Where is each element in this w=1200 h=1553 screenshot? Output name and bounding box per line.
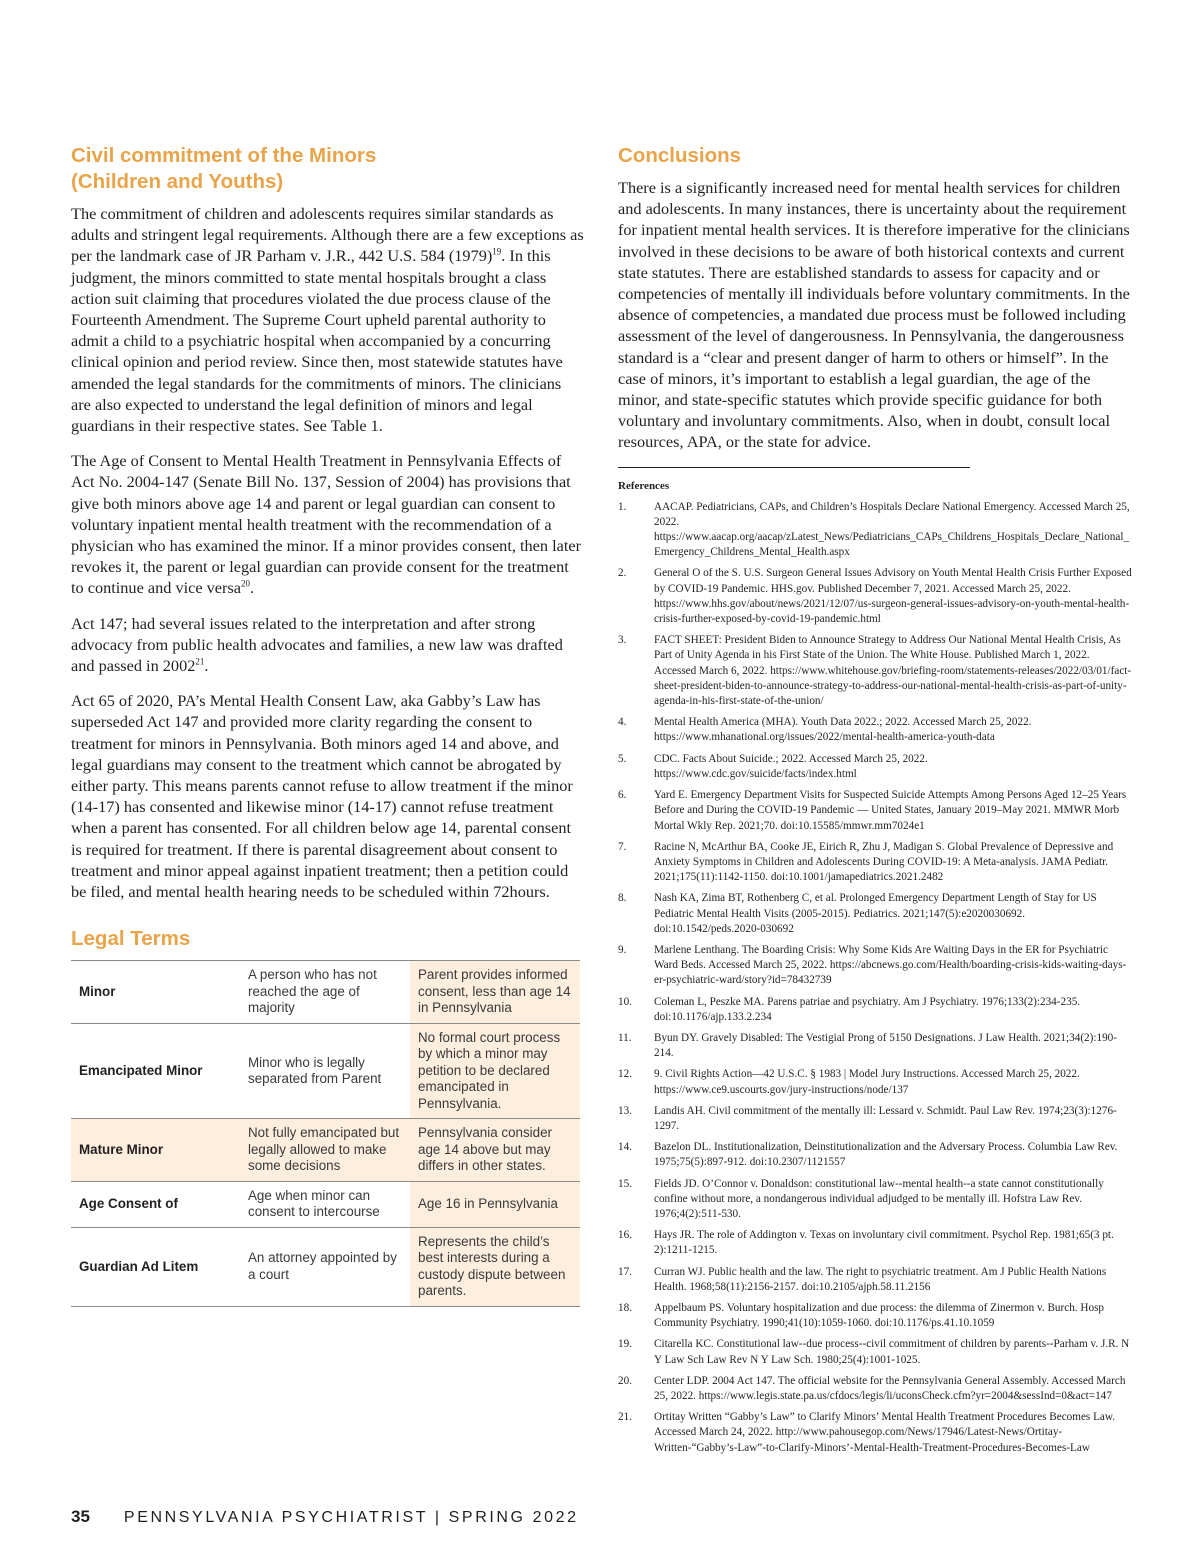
section-heading-civil-commitment: [71, 143, 585, 195]
table-cell-note: No formal court process by which a minor may petition to be declared emancipated in Pennsylvania.: [410, 1023, 580, 1119]
table-cell-note: Pennsylvania consider age 14 above but may differs in other states.: [410, 1119, 580, 1182]
reference-number: 15.: [618, 1177, 632, 1190]
reference-text: Landis AH. Civil commitment of the mentally ill: Lessard v. Schmidt. Paul Law Rev. 1974;23(3):1276-1297.: [654, 1104, 1117, 1132]
list-item: [618, 1140, 1133, 1170]
list-item: [618, 1301, 1133, 1331]
list-item: [618, 840, 1133, 886]
reference-text: General O of the S. U.S. Surgeon General Issues Advisory on Youth Mental Health Crisis Further Exposed by COVID-19 Pandemic. HHS.gov. Published December 7, 2021. Accessed March 25, 2022. https://www.hhs.gov/about/news/2021/12/07/us-surgeon-general-issues-advisory-on-youth-mental-health-crisis-further-exposed-by-covid-19-pandemic.html: [654, 567, 1132, 626]
table-cell-term: Emancipated Minor: [71, 1023, 240, 1119]
reference-number: 11.: [618, 1031, 632, 1044]
heading-line-1: Civil commitment of the Minors: [71, 144, 377, 167]
list-item: [618, 1228, 1133, 1258]
publication-name: PENNSYLVANIA PSYCHIATRIST | SPRING 2022: [123, 1509, 579, 1526]
reference-text: Mental Health America (MHA). Youth Data 2022.; 2022. Accessed March 25, 2022. https://www.mhanational.org/issues/2022/mental-health-america-youth-data: [654, 716, 1032, 744]
footnote-21: 21: [195, 656, 205, 667]
list-item: [618, 1104, 1133, 1134]
reference-number: 6.: [618, 789, 627, 802]
reference-text: Marlene Lenthang. The Boarding Crisis: Why Some Kids Are Waiting Days in the ER for Psychiatric Ward Beds. Accessed March 25, 2022. https://abcnews.go.com/Health/boarding-crisis-kids-waiting-days-er-psychiatric-ward/story?id=78432739: [654, 943, 1127, 987]
table-cell-def: Minor who is legally separated from Parent: [240, 1023, 410, 1119]
legal-terms-table: [71, 960, 580, 1307]
right-column: [618, 143, 1133, 1462]
heading-line-2: (Children and Youths): [71, 170, 284, 193]
reference-text: Nash KA, Zima BT, Rothenberg C, et al. Prolonged Emergency Department Length of Stay for US Pediatric Mental Health Visits (2005-2015). Pediatrics. 2021;147(5):e2020030692. doi:10.1542/peds.2020-030692: [654, 892, 1097, 935]
reference-number: 18.: [618, 1301, 632, 1314]
list-item: [618, 1265, 1133, 1295]
reference-text: Yard E. Emergency Department Visits for Suspected Suicide Attempts Among Persons Aged 12–25 Years Before and During the COVID-19 Pandemic — United States, January 2019–May 2021. MMWR Morb Mortal Wkly Rep. 2021;70. doi:10.15585/mmwr.mm7024e1: [654, 789, 1127, 832]
section-heading-legal-terms: Legal Terms: [71, 927, 191, 951]
footnote-20: 20: [240, 579, 250, 590]
table-cell-term: Mature Minor: [71, 1119, 240, 1182]
list-item: [618, 1067, 1133, 1097]
reference-text: Appelbaum PS. Voluntary hospitalization and due process: the dilemma of Zinermon v. Burch. Hosp Community Psychiatry. 1990;41(10):1059-1060. doi:10.1176/ps.41.10.1059: [654, 1301, 1105, 1330]
paragraph-act-2004: The Age of Consent to Mental Health Treatment in Pennsylvania Effects of Act No. 2004-147 (Senate Bill No. 137, Session of 2004) has provisions that give both minors above age 14 and parent or legal guardian can consent to voluntary inpatient mental health treatment with the recommendation of a physician who has examined the minor. If a minor provides consent, then later revokes it, the parent or legal guardian can provide consent for the treatment to continue and vice versa$^{20}$.: [71, 451, 582, 598]
table-row: [71, 1023, 580, 1119]
footnote-19: 19: [492, 246, 502, 257]
reference-text: Coleman L, Peszke MA. Parens patriae and psychiatry. Am J Psychiatry. 1976;133(2):234-235. doi:10.1176/ajp.133.2.234: [654, 995, 1081, 1023]
list-item: [618, 995, 1133, 1025]
list-item: [618, 500, 1133, 561]
reference-number: 21.: [618, 1411, 632, 1424]
reference-text: Bazelon DL. Institutionalization, Deinstitutionalization and the Adversary Process. Columbia Law Rev. 1975;75(5):897-912. doi:10.2307/1121557: [654, 1141, 1118, 1169]
reference-number: 19.: [618, 1338, 632, 1351]
table-row: [71, 961, 580, 1024]
reference-number: 20.: [618, 1374, 632, 1387]
reference-number: 9.: [618, 943, 627, 956]
reference-number: 2.: [618, 567, 627, 580]
reference-text: FACT SHEET: President Biden to Announce Strategy to Address Our National Mental Health Crisis, As Part of Unity Agenda in his First State of the Union. The White House. Published March 1, 2022. Accessed March 6, 2022. https://www.whitehouse.gov/briefing-room/statements-releases/2022/03/01/fact-sheet-president-biden-to-announce-strategy-to-address-our-national-mental-health-crisis-as-part-of-unity-agenda-in-his-first-state-of-the-union/: [654, 634, 1132, 708]
list-item: [618, 891, 1133, 937]
table-cell-def: Age when minor can consent to intercourse: [240, 1181, 410, 1227]
reference-number: 16.: [618, 1229, 632, 1242]
table-cell-note: Represents the child’s best interests during a custody dispute between parents.: [410, 1227, 580, 1306]
table-cell-term: Guardian Ad Litem: [71, 1227, 240, 1306]
reference-text: Racine N, McArthur BA, Cooke JE, Eirich R, Zhu J, Madigan S. Global Prevalence of Depressive and Anxiety Symptoms in Children and Adolescents During COVID-19: A Meta-analysis. JAMA Pediatr. 2021;175(11):1142-1150. doi:10.1001/jamapediatrics.2021.2482: [654, 840, 1114, 884]
list-item: [618, 1337, 1133, 1367]
reference-number: 4.: [618, 716, 627, 729]
reference-text: 9. Civil Rights Action—42 U.S.C. § 1983 | Model Jury Instructions. Accessed March 25, 2022. https://www.ce9.uscourts.gov/jury-instructions/node/137: [654, 1068, 1080, 1096]
list-item: [618, 1410, 1133, 1456]
reference-number: 7.: [618, 840, 627, 853]
table-cell-note: Parent provides informed consent, less than age 14 in Pennsylvania: [410, 961, 580, 1024]
table-cell-def: Not fully emancipated but legally allowed to make some decisions: [240, 1119, 410, 1182]
list-item: [618, 633, 1133, 709]
reference-text: CDC. Facts About Suicide.; 2022. Accessed March 25, 2022. https://www.cdc.gov/suicide/facts/index.html: [654, 752, 928, 780]
reference-text: Ortitay Written “Gabby’s Law” to Clarify Minors’ Mental Health Treatment Procedures Becomes Law. Accessed March 24, 2022. http://www.pahousegop.com/News/17946/Latest-News/Ortitay-Written-“Gabby’s-Law”-to-Clarify-Minors’-Mental-Health-Treatment-Procedures-Becomes-Law: [654, 1411, 1116, 1454]
table-cell-term: Age Consent of: [71, 1181, 240, 1227]
reference-text: Citarella KC. Constitutional law--due process--civil commitment of children by parents--Parham v. J.R. N Y Law Sch Law Rev N Y Law Sch. 1980;25(4):1001-1025.: [654, 1338, 1130, 1366]
reference-number: 5.: [618, 752, 627, 765]
paragraph-parham: The commitment of children and adolescents requires similar standards as adults and stringent legal requirements. Although there are a few exceptions as per the landmark case of JR Parham v. J.R., 442 U.S. 584 $(1979)^{19}$. In this judgment, the minors committed to state mental hospitals brought a class action suit claiming that procedures violated the due process clause of the Fourteenth Amendment. The Supreme Court upheld parental authority to admit a child to a psychiatric hospital when accompanied by a concurring clinical opinion and period review. Since then, most statewide statutes have amended the legal standards for the commitments of minors. The clinicians are also expected to understand the legal definition of minors and legal guardians in their respective states. See Table 1.: [71, 204, 584, 436]
reference-number: 17.: [618, 1265, 632, 1278]
reference-number: 10.: [618, 995, 632, 1008]
reference-text: Center LDP. 2004 Act 147. The official website for the Pennsylvania General Assembly. Accessed March 25, 2022. https://www.legis.state.pa.us/cfdocs/legis/li/uconsCheck.cfm?yr=2004&sessInd=0&act=147: [654, 1374, 1126, 1402]
left-column: [71, 143, 585, 1307]
reference-number: 14.: [618, 1141, 632, 1154]
reference-number: 13.: [618, 1104, 632, 1117]
page-number: 35: [71, 1507, 90, 1526]
reference-text: Fields JD. O’Connor v. Donaldson: constitutional law--mental health--a state cannot constitutionally confine without more, a nondangerous individual adjudged to be mentally ill. Hofstra Law Rev. 1976;4(2):511-530.: [654, 1177, 1104, 1220]
table-cell-term: Minor: [71, 961, 240, 1024]
references-divider: [618, 467, 970, 468]
list-item: [618, 1374, 1133, 1404]
table-cell-def: An attorney appointed by a court: [240, 1227, 410, 1306]
table-cell-def: A person who has not reached the age of majority: [240, 961, 410, 1024]
list-item: [618, 566, 1133, 627]
reference-text: Hays JR. The role of Addington v. Texas on involuntary civil commitment. Psychol Rep. 1981;65(3 pt. 2):1211-1215.: [654, 1229, 1114, 1257]
page-footer: [71, 1507, 579, 1527]
list-item: [618, 1031, 1133, 1061]
reference-text: Curran WJ. Public health and the law. The right to psychiatric treatment. Am J Public Health Nations Health. 1968;58(11):2156-2157. doi:10.2105/ajph.58.11.2156: [654, 1265, 1107, 1293]
paragraph-act-147: Act 147; had several issues related to the interpretation and after strong advocacy from public health advocates and families, a new law was drafted and passed in 2002$^{21}$.: [71, 613, 563, 676]
list-item: [618, 788, 1133, 834]
reference-number: 1.: [618, 500, 627, 513]
paragraph-act-65: Act 65 of 2020, PA’s Mental Health Consent Law, aka Gabby’s Law has superseded Act 147 and provided more clarity regarding the consent to treatment for minors in Pennsylvania. Both minors aged 14 and above, and legal guardians may consent to the treatment which cannot be abrogated by either party. This means parents cannot refuse to allow treatment if the minor (14-17) has consented and likewise minor (14-17) cannot refuse treatment when a parent has consented. For all children below age 14, parental consent is required for treatment. If there is parental disagreement about consent to treatment and minor appeal against inpatient treatment; then a petition could be filed, and mental health hearing needs to be scheduled within 72hours.: [71, 691, 573, 902]
paragraph-conclusions: There is a significantly increased need for mental health services for children and adolescents. In many instances, there is uncertainty about the requirement for inpatient mental health services. It is therefore imperative for the clinicians involved in these decisions to be aware of both historical contexts and current state statutes. There are established standards to assess for capacity and or competencies of mentally ill individuals before voluntary commitments. In the absence of competencies, a mandated due process must be followed including assessment of the level of dangerousness. In Pennsylvania, the dangerousness standard is a “clear and present danger of harm to others or himself”. In the case of minors, it’s important to establish a legal guardian, the age of the minor, and state-specific statutes which provide specific guidance for both voluntary and involuntary commitments. Also, when in doubt, consult local resources, APA, or the state for advice.: [618, 178, 1130, 452]
reference-text: AACAP. Pediatricians, CAPs, and Children’s Hospitals Declare National Emergency. Accessed March 25, 2022. https://www.aacap.org/aacap/zLatest_News/Pediatricians_CAPs_Childrens_Hospitals_Declare_National_Emergency_Childrens_Mental_Health.aspx: [654, 500, 1130, 559]
reference-number: 3.: [618, 634, 627, 647]
reference-number: 12.: [618, 1068, 632, 1081]
table-cell-note: Age 16 in Pennsylvania: [410, 1181, 580, 1227]
list-item: [618, 715, 1133, 745]
reference-number: 8.: [618, 892, 627, 905]
table-row: [71, 1227, 580, 1306]
references-list: [618, 500, 1133, 1456]
reference-text: Byun DY. Gravely Disabled: The Vestigial Prong of 5150 Designations. J Law Health. 2021;34(2):190-214.: [654, 1031, 1117, 1060]
table-row: [71, 1181, 580, 1227]
list-item: [618, 943, 1133, 989]
references-heading: References: [618, 479, 670, 492]
table-row: [71, 1119, 580, 1182]
section-heading-conclusions: Conclusions: [618, 144, 742, 167]
list-item: [618, 752, 1133, 782]
list-item: [618, 1177, 1133, 1223]
